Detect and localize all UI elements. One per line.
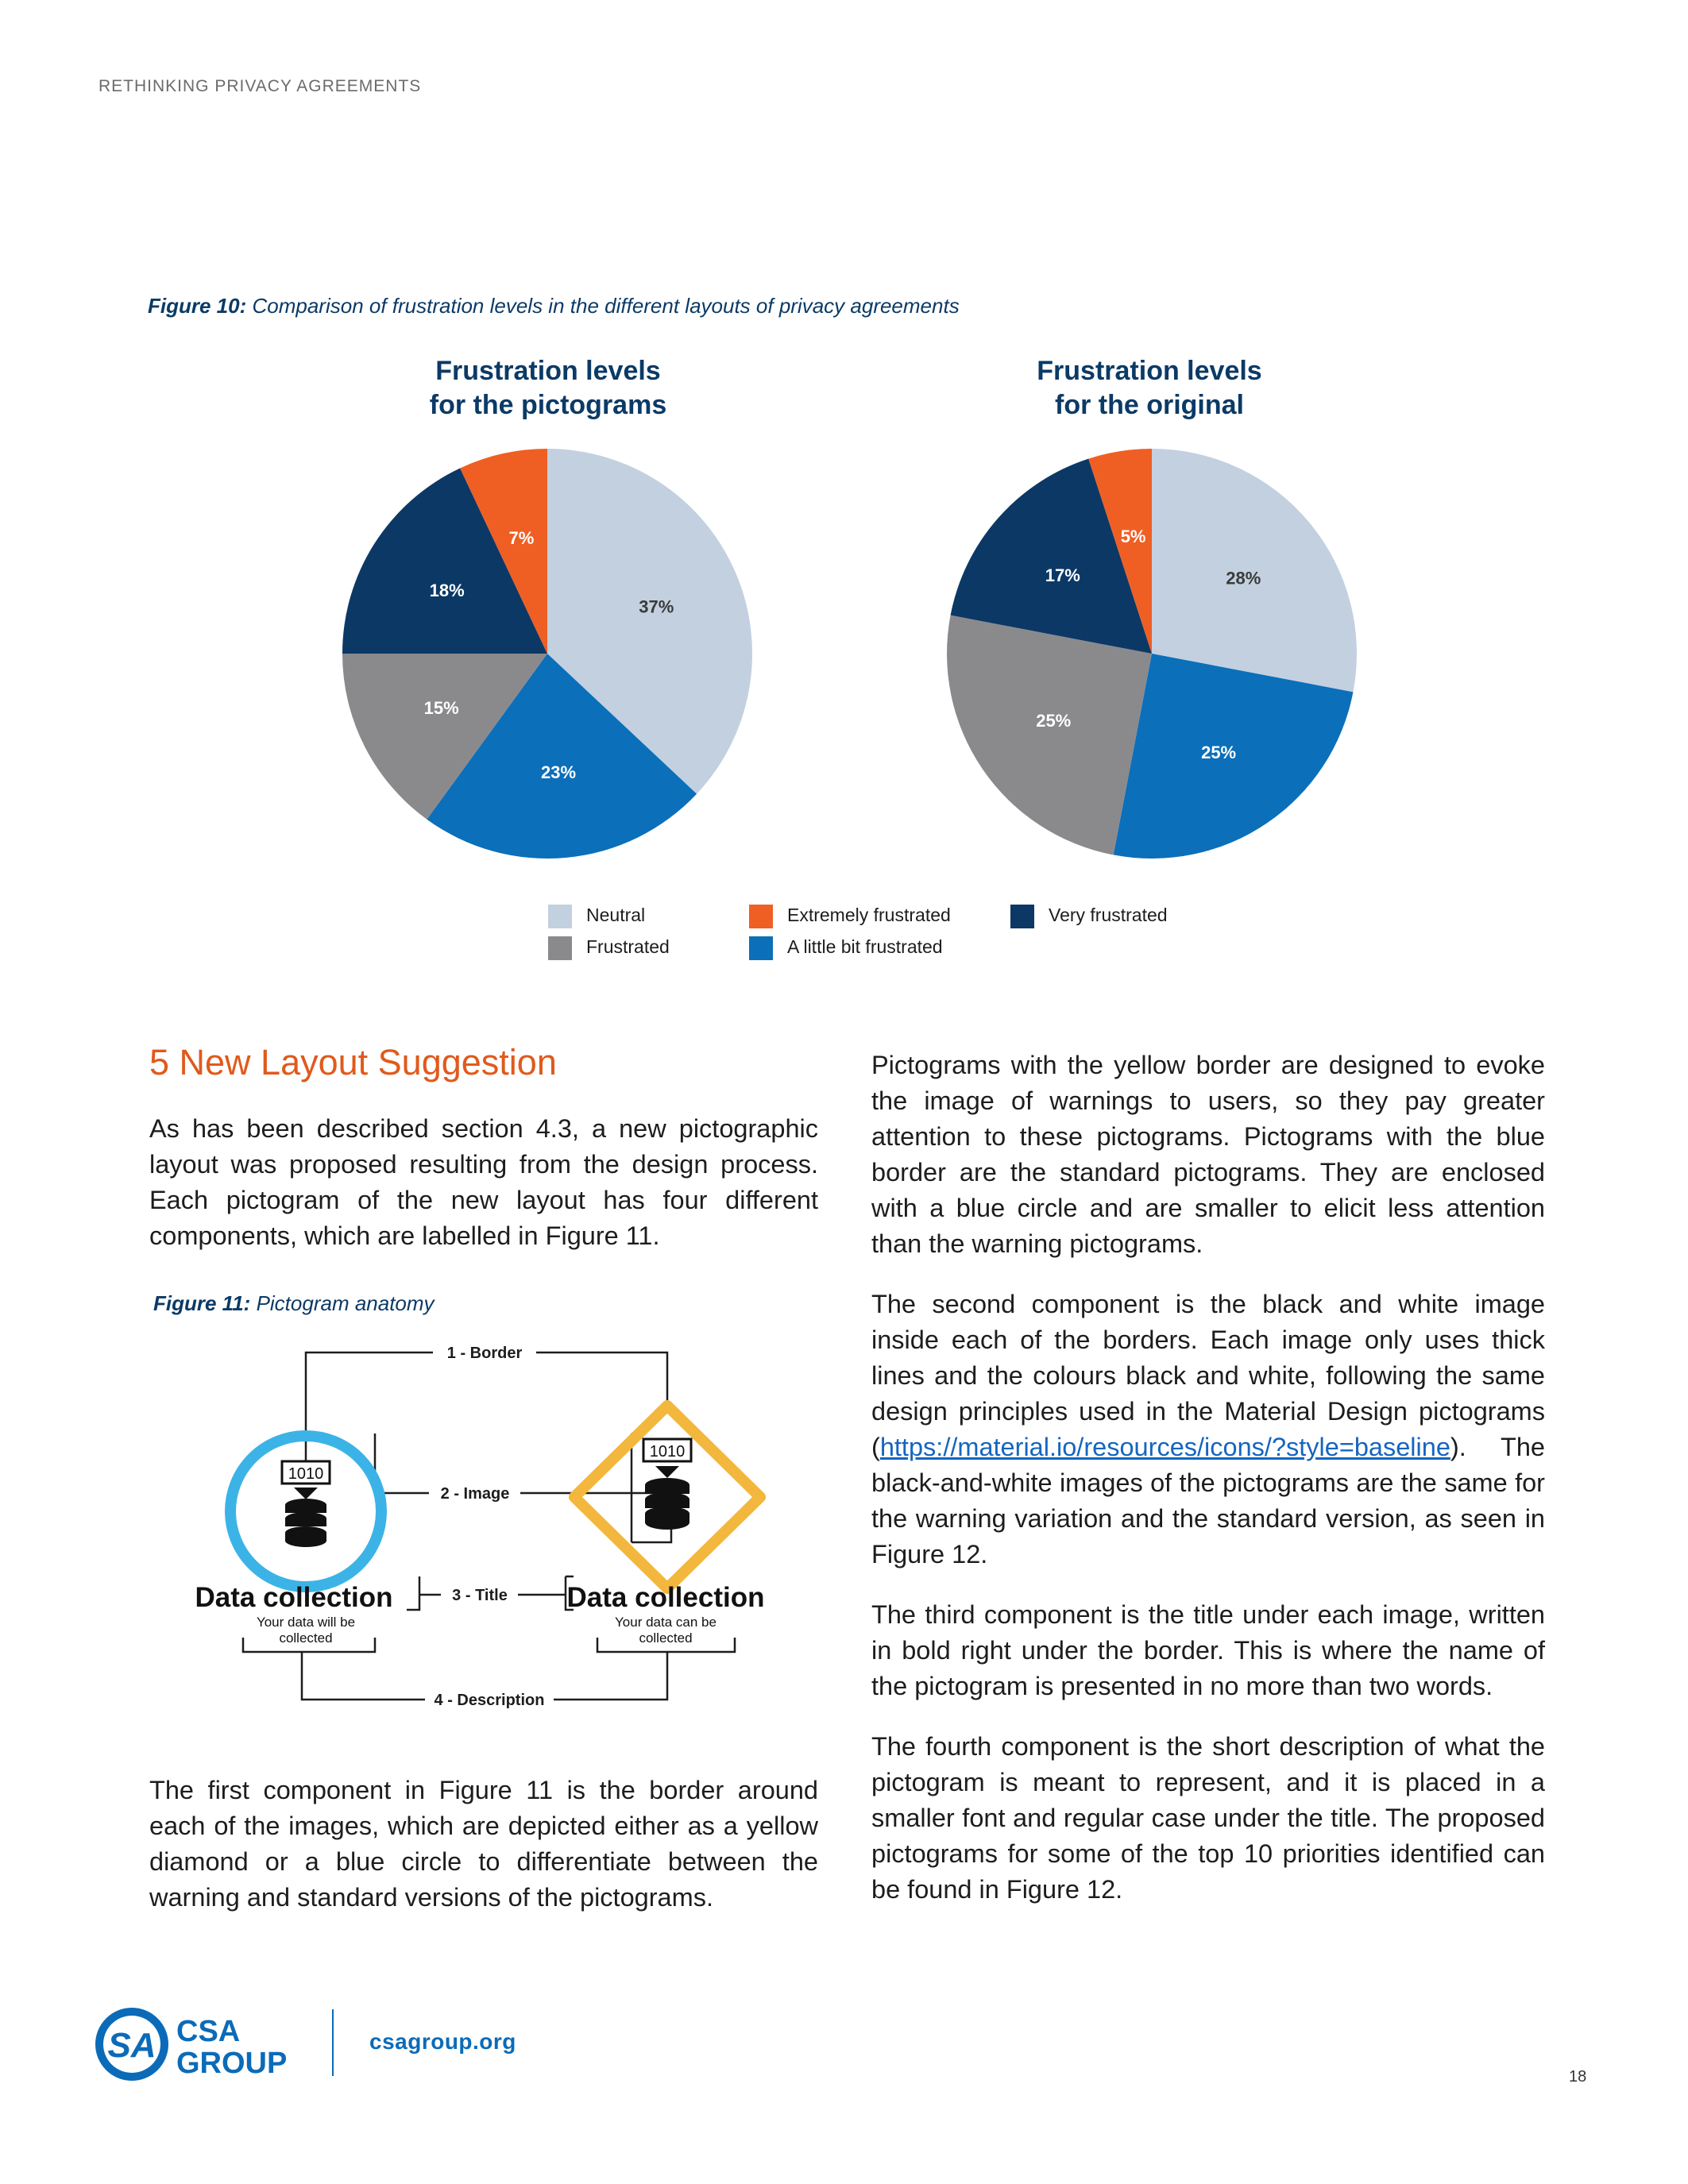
pie-label-neutral: 28%	[1226, 568, 1261, 588]
desc-connector-left	[302, 1652, 425, 1700]
pie-label-frustrated: 15%	[423, 697, 459, 718]
figure-11-caption-text: Pictogram anatomy	[256, 1291, 435, 1315]
footer-website-link[interactable]: csagroup.org	[369, 2029, 516, 2054]
pie-title-original-line1: Frustration levels	[1037, 356, 1262, 386]
csa-logo-line2: GROUP	[176, 2047, 288, 2080]
pie-title-pictograms-line2: for the pictograms	[429, 390, 667, 420]
warning-pictogram	[567, 1406, 765, 1646]
standard-desc-line2: collected	[279, 1630, 333, 1646]
warning-pictogram-title: Data collection	[566, 1582, 765, 1613]
database-icon-warning	[643, 1439, 691, 1530]
icon-digits-warning: 1010	[649, 1443, 686, 1461]
pie-label-very-frustrated: 18%	[429, 580, 465, 600]
legend-label-frustrated: Frustrated	[586, 936, 670, 957]
standard-pictogram-title: Data collection	[195, 1582, 393, 1613]
material-design-link[interactable]: https://material.io/resources/icons/?style=baseline	[879, 1433, 1450, 1461]
image-bracket-left	[375, 1433, 429, 1493]
legend-label-neutral: Neutral	[586, 905, 646, 925]
standard-pictogram	[195, 1436, 393, 1646]
standard-desc-line1: Your data will be	[256, 1615, 356, 1630]
paragraph-first-component: The first component in Figure 11 is the border around each of the images, which are depicted either as a yellow diamond or a blue circle to differentiate between the warning and standard versions of the pictograms.	[149, 1776, 818, 1912]
callout-title: 3 - Title	[452, 1587, 508, 1604]
csa-logo-mark-letters: SA	[107, 2026, 156, 2065]
paragraph-second-component-b: ). The black-and-white images of the pictograms are the same for the warning variation and the standard version, as seen in Figure 12.	[871, 1433, 1545, 1569]
paragraph-second-component-a: The second component is the black and white image inside each of the borders. Each image only uses thick lines and the colours black and white, following the same design principles used in the Material Design pictograms (	[871, 1290, 1545, 1461]
callout-border: 1 - Border	[446, 1345, 523, 1362]
csa-logo-line1: CSA	[176, 2015, 241, 2048]
title-bracket-left	[407, 1576, 419, 1610]
pie-label-a-little-bit-frustrated: 23%	[541, 762, 577, 782]
legend-label-extremely-frustrated: Extremely frustrated	[787, 905, 951, 925]
icon-digits-standard: 1010	[288, 1465, 324, 1483]
warning-desc-line1: Your data can be	[615, 1615, 717, 1630]
pie-title-pictograms-line1: Frustration levels	[435, 356, 661, 386]
paragraph-yellow-border: Pictograms with the yellow border are designed to evoke the image of warnings to users, so they pay greater attention to these pictograms. Pictograms with the blue border are the standard pictograms. They are enclosed with a blue circle and are smaller to elicit less attention than the warning pictograms.	[871, 1051, 1545, 1258]
legend-label-very-frustrated: Very frustrated	[1049, 905, 1168, 925]
legend-label-little-frustrated: A little bit frustrated	[787, 936, 943, 957]
warning-desc-line2: collected	[639, 1630, 693, 1646]
figure-10-caption-text: Comparison of frustration levels in the different layouts of privacy agreements	[252, 294, 960, 318]
database-icon	[282, 1461, 330, 1547]
border-connector-right	[536, 1352, 667, 1406]
figure-10-label: Figure 10:	[148, 294, 247, 318]
pie-label-a-little-bit-frustrated: 25%	[1201, 742, 1237, 762]
paragraph-third-component: The third component is the title under each image, written in bold right under the border. This is where the name of the pictogram is presented in no more than two words.	[871, 1600, 1545, 1700]
page-number: 18	[1569, 2068, 1587, 2086]
left-column-bottom	[149, 1773, 818, 1940]
paragraph-intro: As has been described section 4.3, a new pictographic layout was proposed resulting from the design process. Each pictogram of the new layout has four different components, which are labelled in Figure 11.	[149, 1114, 818, 1250]
right-column	[871, 1048, 1545, 1932]
paragraph-fourth-component: The fourth component is the short description of what the pictogram is meant to represent, and it is placed in a smaller font and regular case under the title. The proposed pictograms for some of the top 10 priorities identified can be found in Figure 12.	[871, 1732, 1545, 1904]
callout-description: 4 - Description	[434, 1692, 545, 1709]
figure-11-label: Figure 11:	[153, 1291, 251, 1315]
border-connector-left	[306, 1352, 433, 1464]
paragraph-second-component	[871, 1287, 1545, 1572]
csa-group-logo	[94, 2000, 332, 2095]
footer-divider	[332, 2009, 334, 2076]
pie-label-neutral: 37%	[639, 596, 674, 617]
pie-title-original-line2: for the original	[1055, 390, 1244, 420]
pie-label-extremely-frustrated: 5%	[1120, 527, 1146, 547]
desc-connector-right	[554, 1652, 667, 1700]
pie-label-extremely-frustrated: 7%	[508, 527, 535, 548]
pie-label-frustrated: 25%	[1036, 711, 1072, 731]
callout-image: 2 - Image	[440, 1485, 510, 1503]
section-title: 5 New Layout Suggestion	[149, 1042, 557, 1082]
running-header: RETHINKING PRIVACY AGREEMENTS	[98, 77, 422, 95]
pie-label-very-frustrated: 17%	[1045, 565, 1080, 586]
